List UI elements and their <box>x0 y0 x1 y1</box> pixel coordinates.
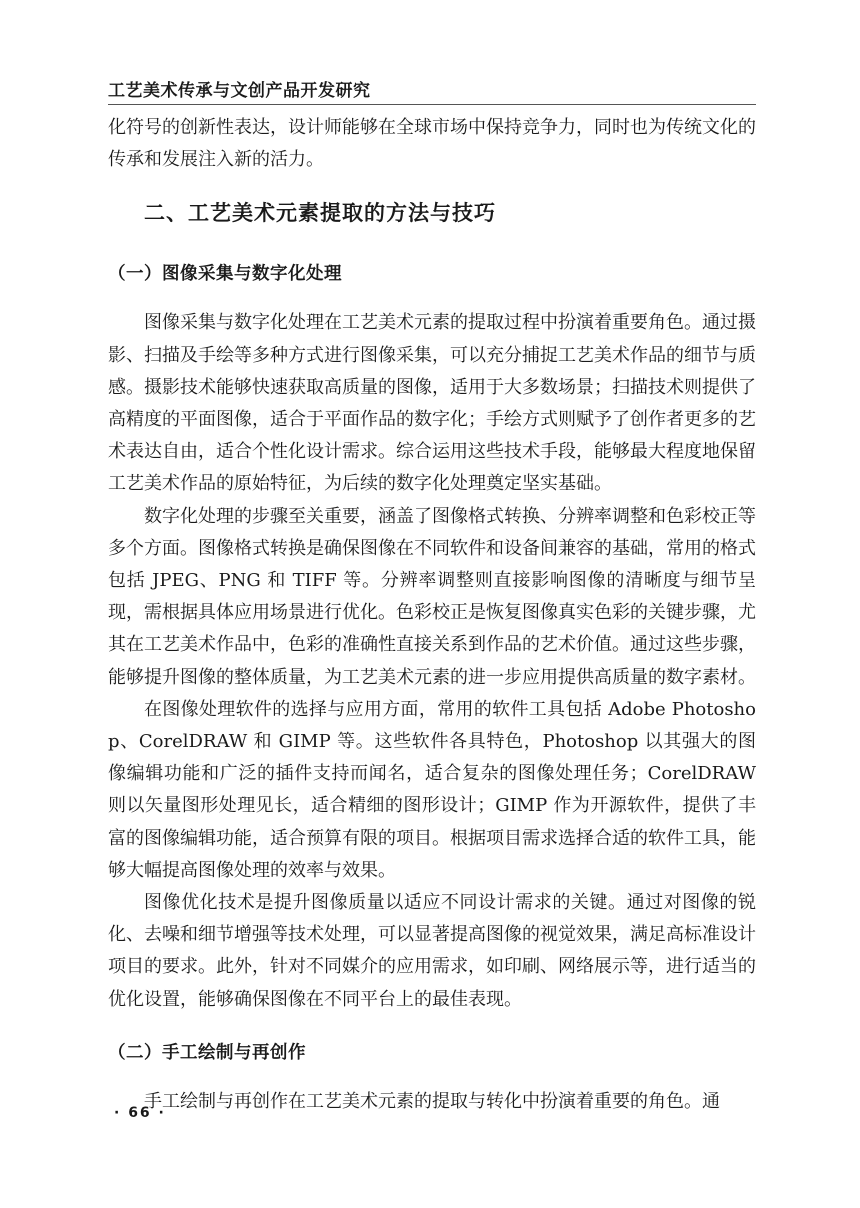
page-number: · 66 · <box>114 1105 166 1121</box>
paragraph-hand-drawing: 手工绘制与再创作在工艺美术元素的提取与转化中扮演着重要的角色。通 <box>144 1090 720 1112</box>
page-body <box>108 112 756 1118</box>
paragraph-software-selection: 在图像处理软件的选择与应用方面，常用的软件工具包括 Adobe Photoshop、CorelDRAW 和 GIMP 等。这些软件各具特色，Photoshop 以其强大的图像编辑功能和广泛的插件支持而闻名，适合复杂的图像处理任务；CorelDRAW 则以矢量图形处理见长，适合精细的图形设计；GIMP 作为开源软件，提供了丰富的图像编辑功能，适合预算有限的项目。根据项目需求选择合适的软件工具，能够大幅提高图像处理的效率与效果。 <box>108 698 756 881</box>
continuation-paragraph: 化符号的创新性表达，设计师能够在全球市场中保持竞争力，同时也为传统文化的传承和发展注入新的活力。 <box>108 117 756 171</box>
paragraph-image-capture: 图像采集与数字化处理在工艺美术元素的提取过程中扮演着重要角色。通过摄影、扫描及手绘等多种方式进行图像采集，可以充分捕捉工艺美术作品的细节与质感。摄影技术能够快速获取高质量的图像，适用于大多数场景；扫描技术则提供了高精度的平面图像，适合于平面作品的数字化；手绘方式则赋予了创作者更多的艺术表达自由，适合个性化设计需求。综合运用这些技术手段，能够最大程度地保留工艺美术作品的原始特征，为后续的数字化处理奠定坚实基础。 <box>108 312 756 495</box>
paragraph-image-optimization: 图像优化技术是提升图像质量以适应不同设计需求的关键。通过对图像的锐化、去噪和细节增强等技术处理，可以显著提高图像的视觉效果，满足高标准设计项目的要求。此外，针对不同媒介的应用需求，如印刷、网络展示等，进行适当的优化设置，能够确保图像在不同平台上的最佳表现。 <box>108 892 756 1010</box>
paragraph-digital-processing: 数字化处理的步骤至关重要，涵盖了图像格式转换、分辨率调整和色彩校正等多个方面。图像格式转换是确保图像在不同软件和设备间兼容的基础，常用的格式包括 JPEG、PNG 和 TIFF 等。分辨率调整则直接影响图像的清晰度与细节呈现，需根据具体应用场景进行优化。色彩校正是恢复图像真实色彩的关键步骤，尤其在工艺美术作品中，色彩的准确性直接关系到作品的艺术价值。通过这些步骤，能够提升图像的整体质量，为工艺美术元素的进一步应用提供高质量的数字素材。 <box>108 505 756 688</box>
subsection-heading-1: （一）图像采集与数字化处理 <box>108 264 342 285</box>
subsection-heading-2: （二）手工绘制与再创作 <box>108 1042 306 1063</box>
section-heading: 二、工艺美术元素提取的方法与技巧 <box>144 201 496 226</box>
header-divider <box>108 104 756 105</box>
running-header-title: 工艺美术传承与文创产品开发研究 <box>108 81 371 101</box>
